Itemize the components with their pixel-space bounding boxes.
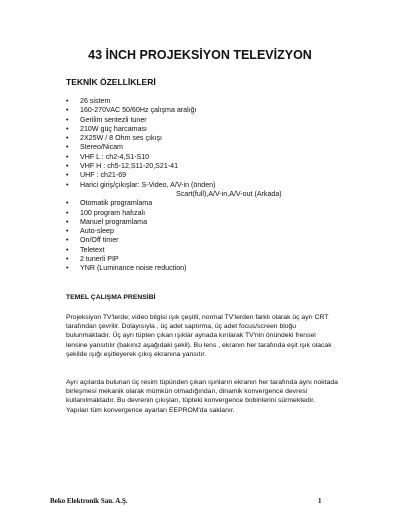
bullet-icon: • — [66, 162, 69, 171]
spec-item — [66, 255, 366, 264]
bullet-icon: • — [66, 245, 69, 254]
document-title: 43 İNCH PROJEKSİYON TELEVİZYON — [88, 48, 312, 62]
spec-text: On/Off timer — [80, 236, 119, 245]
bullet-icon: • — [66, 255, 69, 264]
spec-item — [66, 162, 366, 171]
spec-item — [66, 97, 366, 106]
spec-text: VHF H : ch5-12,S11-20,S21-41 — [80, 162, 179, 171]
spec-list — [66, 97, 366, 274]
spec-text: 100 program hafızalı — [80, 208, 146, 217]
footer-company: Beko Elektronik San. A.Ş. — [50, 497, 128, 505]
spec-item — [66, 264, 366, 273]
spec-item-continuation — [66, 190, 366, 199]
bullet-icon: • — [66, 143, 69, 152]
spec-item — [66, 181, 366, 190]
bullet-icon: • — [66, 171, 69, 180]
section-heading-technical-specs: TEKNİK ÖZELLİKLERİ — [66, 77, 156, 87]
bullet-icon: • — [66, 208, 69, 217]
spec-text: Teletext — [80, 245, 105, 254]
spec-item — [66, 116, 366, 125]
spec-text: 210W güç harcaması — [80, 124, 148, 133]
spec-text: Stereo/Nicam — [80, 143, 123, 152]
bullet-icon: • — [66, 227, 69, 236]
spec-text: Manuel programlama — [80, 217, 148, 226]
page-number: 1 — [318, 497, 322, 505]
bullet-icon: • — [66, 264, 69, 273]
spec-item — [66, 246, 366, 255]
spec-item — [66, 236, 366, 245]
bullet-icon: • — [66, 115, 69, 124]
spec-item — [66, 125, 366, 134]
bullet-icon: • — [66, 134, 69, 143]
spec-item — [66, 209, 366, 218]
spec-item — [66, 199, 366, 208]
spec-text: Scart(full),A/V-in,A/V-out (Arkada) — [176, 189, 282, 198]
spec-text: 26 sistem — [80, 97, 111, 105]
spec-item — [66, 227, 366, 236]
bullet-icon: • — [66, 180, 69, 189]
spec-text: YNR (Luminance noise reduction) — [80, 264, 187, 273]
spec-text: VHF L : ch2-4,S1-S10 — [80, 152, 150, 161]
spec-text: Harici giriş/çıkışlar: S-Video, A/V-in (önden) — [80, 180, 216, 189]
body-paragraph: Projeksiyon TV'lerde; video bilgisi ışık çeşitli, normal TV'lerden farklı olarak üç ayrı CRT tarafından çevrilir. Dolayısıyla , üç adet saptırma, üç adet focus/screen bloğu bulunmaktadır. Üç ayrı tüpten çıkan ışıklar aynada kırılarak TV'nin önündeki frensel lensine yansıtılır (bakınız aşağıdaki şekil). Bu lens , ekranın her tarafında eşit ışık olacak şekilde ışığı eşitleyerek çıkış ekranına yansıtır. — [66, 314, 332, 358]
spec-item — [66, 134, 366, 143]
spec-text: 2 tunerli PIP — [80, 255, 119, 264]
spec-text: Otomatik programlama — [80, 199, 153, 208]
bullet-icon: • — [66, 97, 69, 105]
spec-text: 2X25W / 8 Ohm ses çıkışı — [80, 134, 162, 143]
spec-text: 160-270VAC 50/60Hz çalışma aralığı — [80, 106, 197, 115]
bullet-icon: • — [66, 152, 69, 161]
bullet-icon: • — [66, 236, 69, 245]
spec-text: UHF : ch21-69 — [80, 171, 127, 180]
spec-item — [66, 106, 366, 115]
bullet-icon: • — [66, 217, 69, 226]
bullet-icon: • — [66, 199, 69, 208]
bullet-icon: • — [66, 106, 69, 115]
spec-text: Gerilim sentezli tuner — [80, 115, 147, 124]
spec-item — [66, 143, 366, 152]
section-heading-working-principle: TEMEL ÇALIŞMA PRENSİBİ — [66, 294, 156, 301]
spec-text: Auto-sleep — [80, 227, 114, 236]
body-paragraph: Ayrı açılarda bulunan üç resim tüpünden çıkan ışınların ekranın her tarafında aynı noktada birleşmesi mekanik olarak mümkün olmadığından, dinamik konvergence devresi kullanılmaktadır. Bu devrenin çıkışları, tüpteki konvergence bobinlerini sürmektedir. Yapılan tüm konvergence ayarları EEPROM'da saklanır. — [66, 379, 338, 414]
bullet-icon: • — [66, 124, 69, 133]
spec-item — [66, 153, 366, 162]
spec-item — [66, 171, 366, 180]
spec-item — [66, 218, 366, 227]
